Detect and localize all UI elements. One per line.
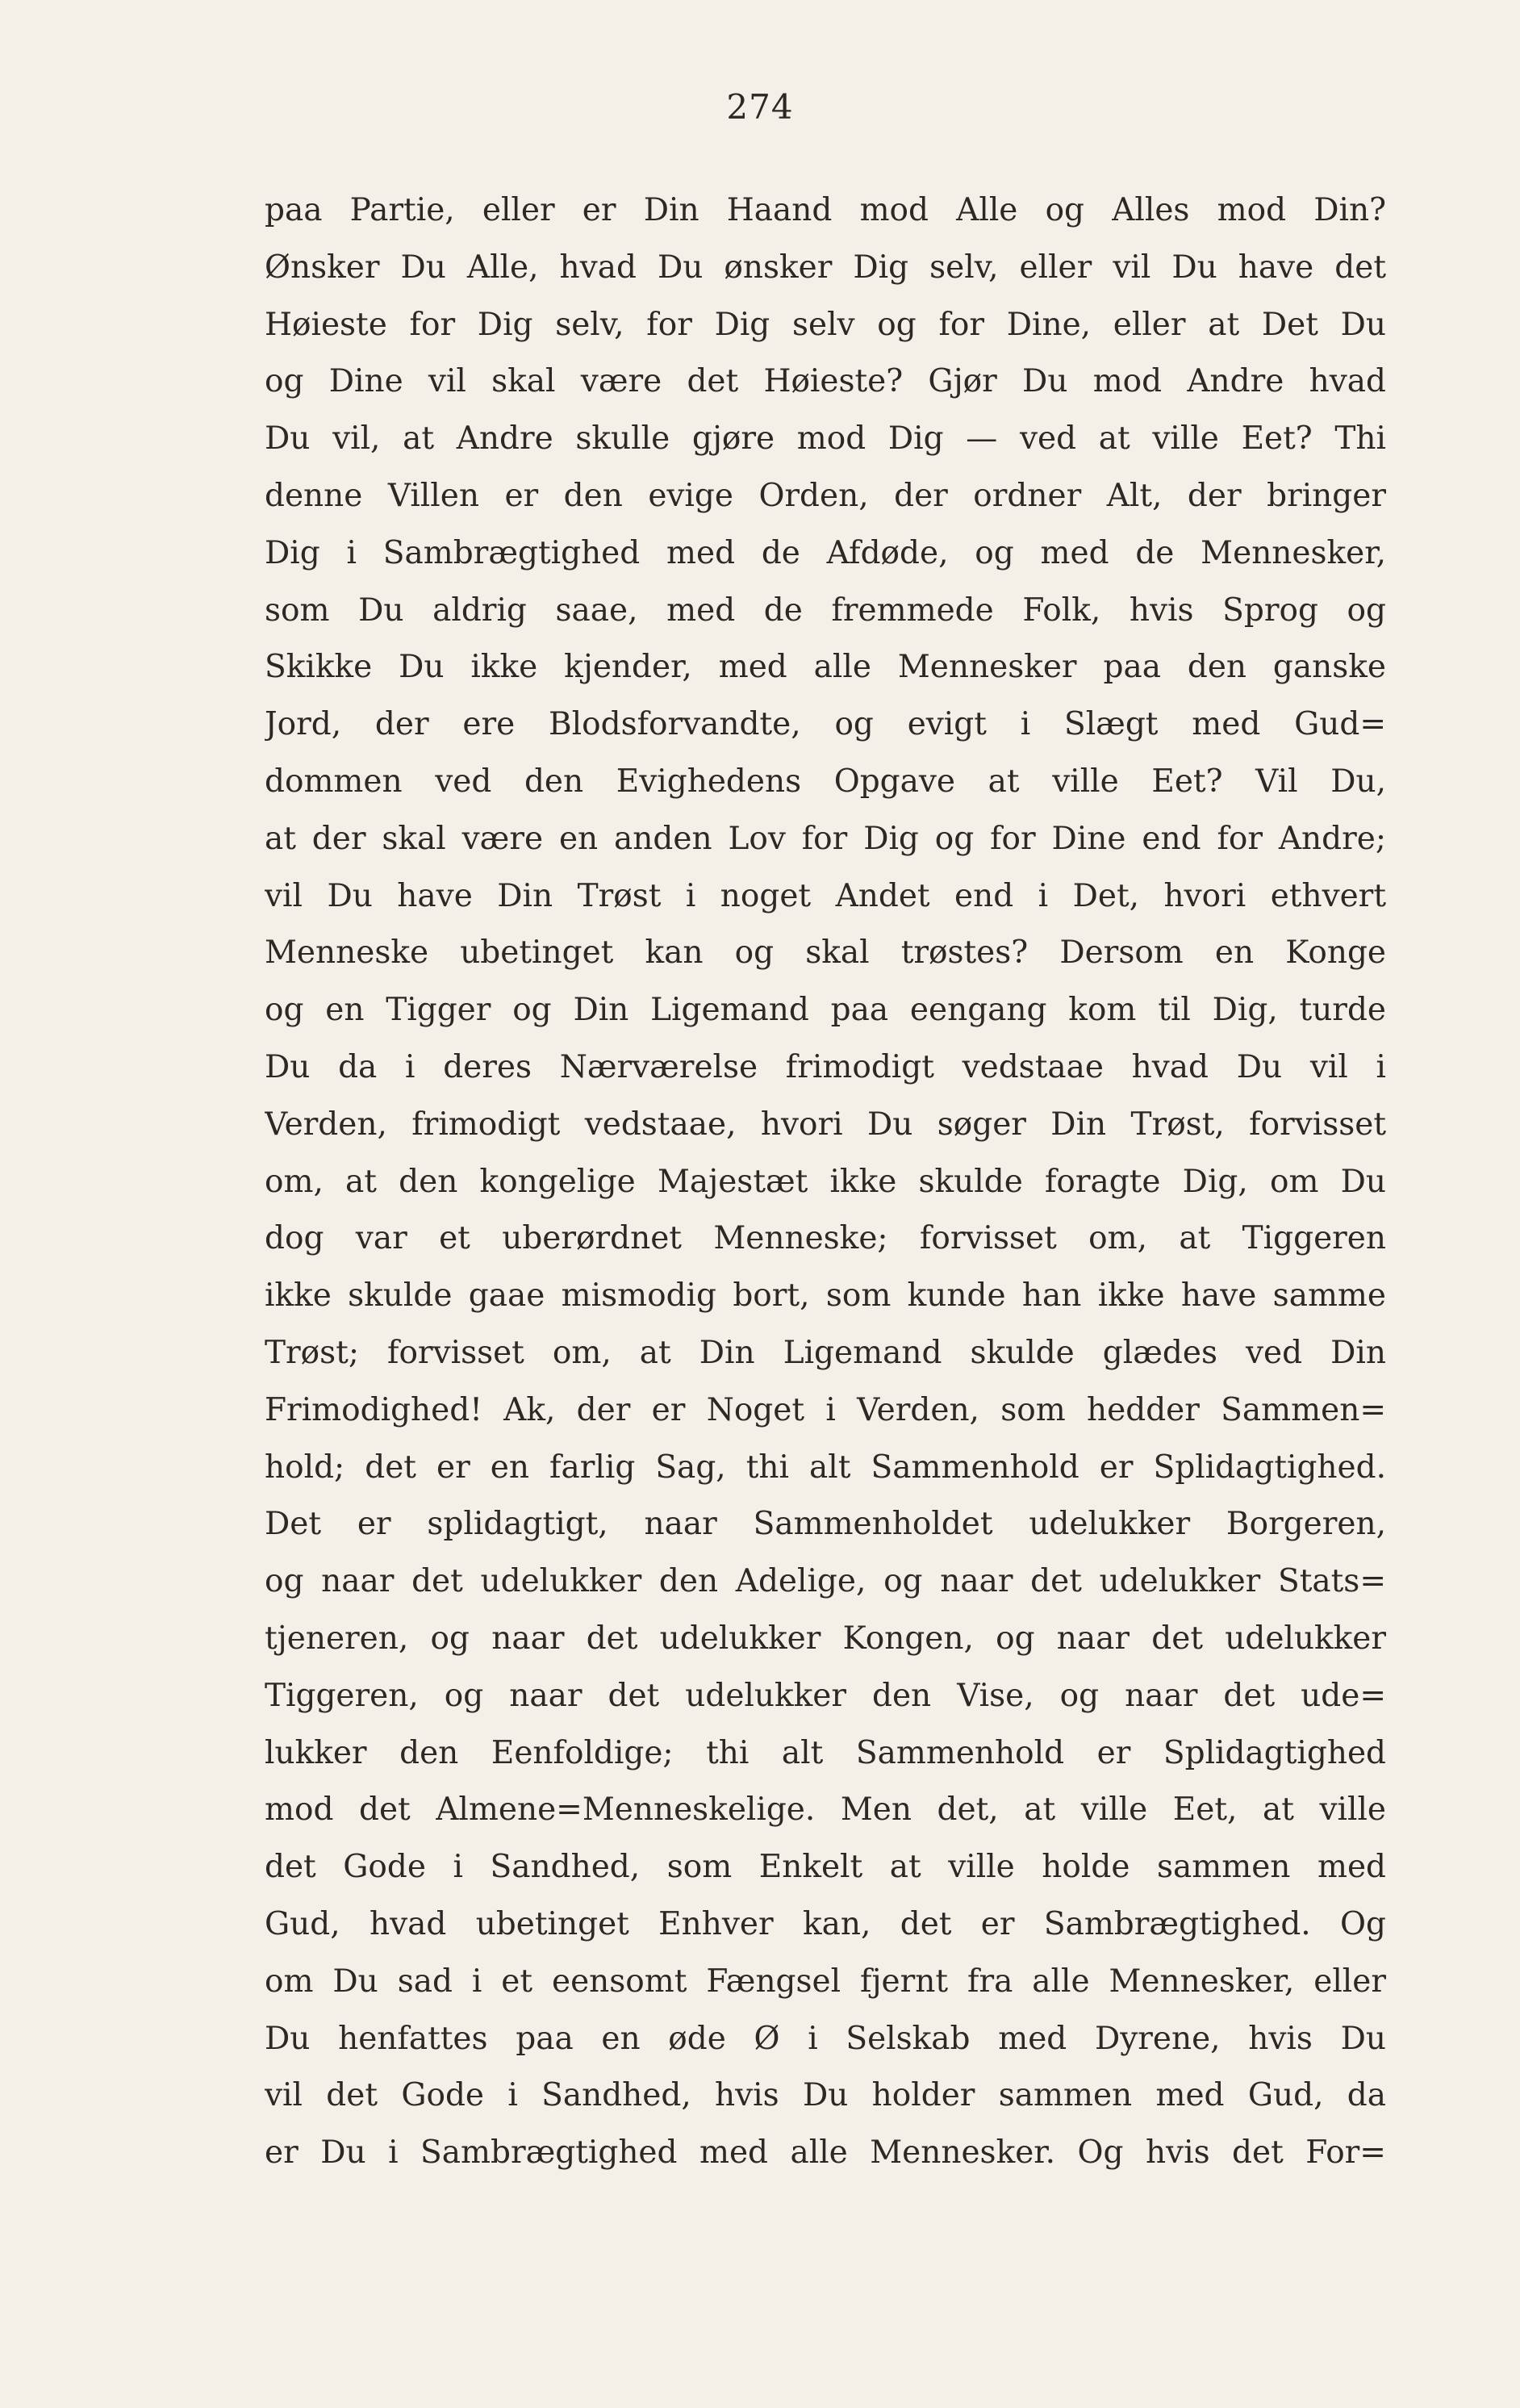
body-text <box>265 182 1386 2182</box>
text-line: paa Partie, eller er Din Haand mod Alle og Alles mod Din? <box>265 192 1386 228</box>
text-line: denne Villen er den evige Orden, der ordner Alt, der bringer <box>265 477 1386 514</box>
text-line: at der skal være en anden Lov for Dig og for Dine end for Andre; <box>265 820 1386 857</box>
text-line: dommen ved den Evighedens Opgave at ville Eet? Vil Du, <box>265 763 1386 800</box>
text-line: Ønsker Du Alle, hvad Du ønsker Dig selv, eller vil Du have det <box>265 249 1386 286</box>
text-line: Du da i deres Nærværelse frimodigt vedstaae hvad Du vil i <box>265 1048 1386 1085</box>
text-line: mod det Almene=Menneskelige. Men det, at ville Eet, at ville <box>265 1791 1386 1829</box>
text-line: Tiggeren, og naar det udelukker den Vise, og naar det ude= <box>265 1677 1386 1714</box>
text-line: Gud, hvad ubetinget Enhver kan, det er Sambrægtighed. Og <box>265 1905 1386 1942</box>
text-line: hold; det er en farlig Sag, thi alt Sammenhold er Splidagtighed. <box>265 1449 1386 1486</box>
text-line: Menneske ubetinget kan og skal trøstes? Dersom en Konge <box>265 934 1386 972</box>
text-line: Skikke Du ikke kjender, med alle Mennesker paa den ganske <box>265 649 1386 686</box>
text-line: lukker den Eenfoldige; thi alt Sammenhold er Splidagtighed <box>265 1734 1386 1771</box>
text-line: Dig i Sambrægtighed med de Afdøde, og med de Mennesker, <box>265 534 1386 571</box>
text-line: Du vil, at Andre skulle gjøre mod Dig — ved at ville Eet? Thi <box>265 420 1386 458</box>
page-number: 274 <box>726 87 794 127</box>
text-line: som Du aldrig saae, med de fremmede Folk, hvis Sprog og <box>265 592 1386 629</box>
text-line: og Dine vil skal være det Høieste? Gjør Du mod Andre hvad <box>265 363 1386 400</box>
text-line: det Gode i Sandhed, som Enkelt at ville holde sammen med <box>265 1849 1386 1886</box>
text-line: Verden, frimodigt vedstaae, hvori Du søger Din Trøst, forvisset <box>265 1106 1386 1143</box>
text-line: ikke skulde gaae mismodig bort, som kunde han ikke have samme <box>265 1277 1386 1315</box>
text-line: Det er splidagtigt, naar Sammenholdet udelukker Borgeren, <box>265 1506 1386 1543</box>
text-line: Trøst; forvisset om, at Din Ligemand skulde glædes ved Din <box>265 1334 1386 1371</box>
text-line: Frimodighed! Ak, der er Noget i Verden, som hedder Sammen= <box>265 1391 1386 1428</box>
text-line: Høieste for Dig selv, for Dig selv og for Dine, eller at Det Du <box>265 306 1386 343</box>
text-line: Jord, der ere Blodsforvandte, og evigt i Slægt med Gud= <box>265 706 1386 743</box>
text-line: Du henfattes paa en øde Ø i Selskab med Dyrene, hvis Du <box>265 2020 1386 2057</box>
text-line: om Du sad i et eensomt Fængsel fjernt fra alle Mennesker, eller <box>265 1963 1386 2000</box>
text-line: vil Du have Din Trøst i noget Andet end i Det, hvori ethvert <box>265 877 1386 914</box>
text-line: og en Tigger og Din Ligemand paa eengang kom til Dig, turde <box>265 992 1386 1029</box>
text-line: om, at den kongelige Majestæt ikke skulde foragte Dig, om Du <box>265 1163 1386 1200</box>
text-line: vil det Gode i Sandhed, hvis Du holder sammen med Gud, da <box>265 2077 1386 2114</box>
text-line: tjeneren, og naar det udelukker Kongen, og naar det udelukker <box>265 1620 1386 1657</box>
text-line: og naar det udelukker den Adelige, og naar det udelukker Stats= <box>265 1563 1386 1600</box>
text-line: er Du i Sambrægtighed med alle Mennesker. Og hvis det For= <box>265 2134 1386 2172</box>
text-line: dog var et uberørdnet Menneske; forvisset om, at Tiggeren <box>265 1220 1386 1257</box>
